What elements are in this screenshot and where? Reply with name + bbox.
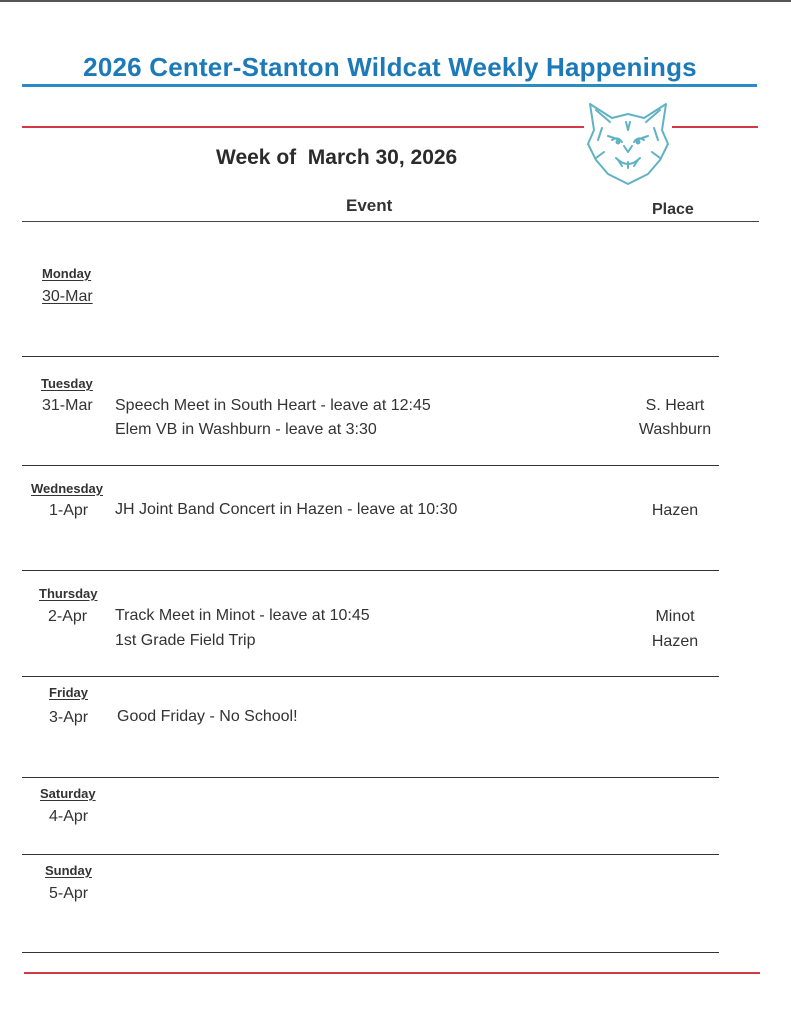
day-divider: [22, 465, 719, 466]
event-place: Minot: [655, 608, 695, 625]
event-text: 1st Grade Field Trip: [115, 632, 256, 649]
day-divider: [22, 570, 719, 571]
header-divider: [22, 221, 759, 222]
day-date-wednesday: 1-Apr: [49, 502, 89, 519]
day-divider: [22, 854, 719, 855]
event-text: Elem VB in Washburn - leave at 3:30: [115, 421, 377, 438]
day-name-sunday: Sunday: [45, 863, 92, 878]
event-text: Speech Meet in South Heart - leave at 12:45: [115, 397, 431, 414]
week-of-heading: Week of March 30, 2026: [216, 146, 458, 169]
day-name-saturday: Saturday: [40, 786, 96, 801]
event-text: JH Joint Band Concert in Hazen - leave at 10:30: [115, 501, 458, 518]
page-title: 2026 Center-Stanton Wildcat Weekly Happenings: [83, 52, 697, 82]
red-divider-bottom: [24, 972, 760, 974]
day-date-saturday: 4-Apr: [49, 808, 89, 825]
red-divider-right: [672, 126, 758, 128]
day-name-monday: Monday: [42, 266, 92, 281]
day-divider: [22, 356, 719, 357]
day-name-tuesday: Tuesday: [41, 376, 93, 391]
day-name-thursday: Thursday: [39, 586, 98, 601]
event-text: Track Meet in Minot - leave at 10:45: [115, 607, 370, 624]
event-place: Hazen: [651, 633, 699, 650]
day-date-thursday: 2-Apr: [48, 608, 88, 625]
day-divider: [22, 952, 719, 953]
day-date-tuesday: 31-Mar: [42, 397, 93, 414]
day-name-friday: Friday: [49, 685, 89, 700]
page-top-edge: [0, 0, 791, 2]
red-divider-left: [22, 126, 584, 128]
day-divider: [22, 777, 719, 778]
event-place: Hazen: [651, 502, 699, 519]
day-date-sunday: 5-Apr: [49, 885, 89, 902]
event-place: S. Heart: [645, 397, 705, 414]
event-place: Washburn: [638, 421, 712, 438]
event-text: Good Friday - No School!: [117, 708, 298, 725]
day-divider: [22, 676, 719, 677]
day-date-monday: 30-Mar: [42, 288, 93, 305]
day-name-wednesday: Wednesday: [31, 481, 104, 496]
column-header-event: Event: [346, 196, 393, 215]
title-underline: [22, 84, 757, 87]
day-date-friday: 3-Apr: [49, 709, 89, 726]
column-header-place: Place: [652, 201, 694, 218]
wildcat-mascot-icon: [582, 100, 674, 188]
